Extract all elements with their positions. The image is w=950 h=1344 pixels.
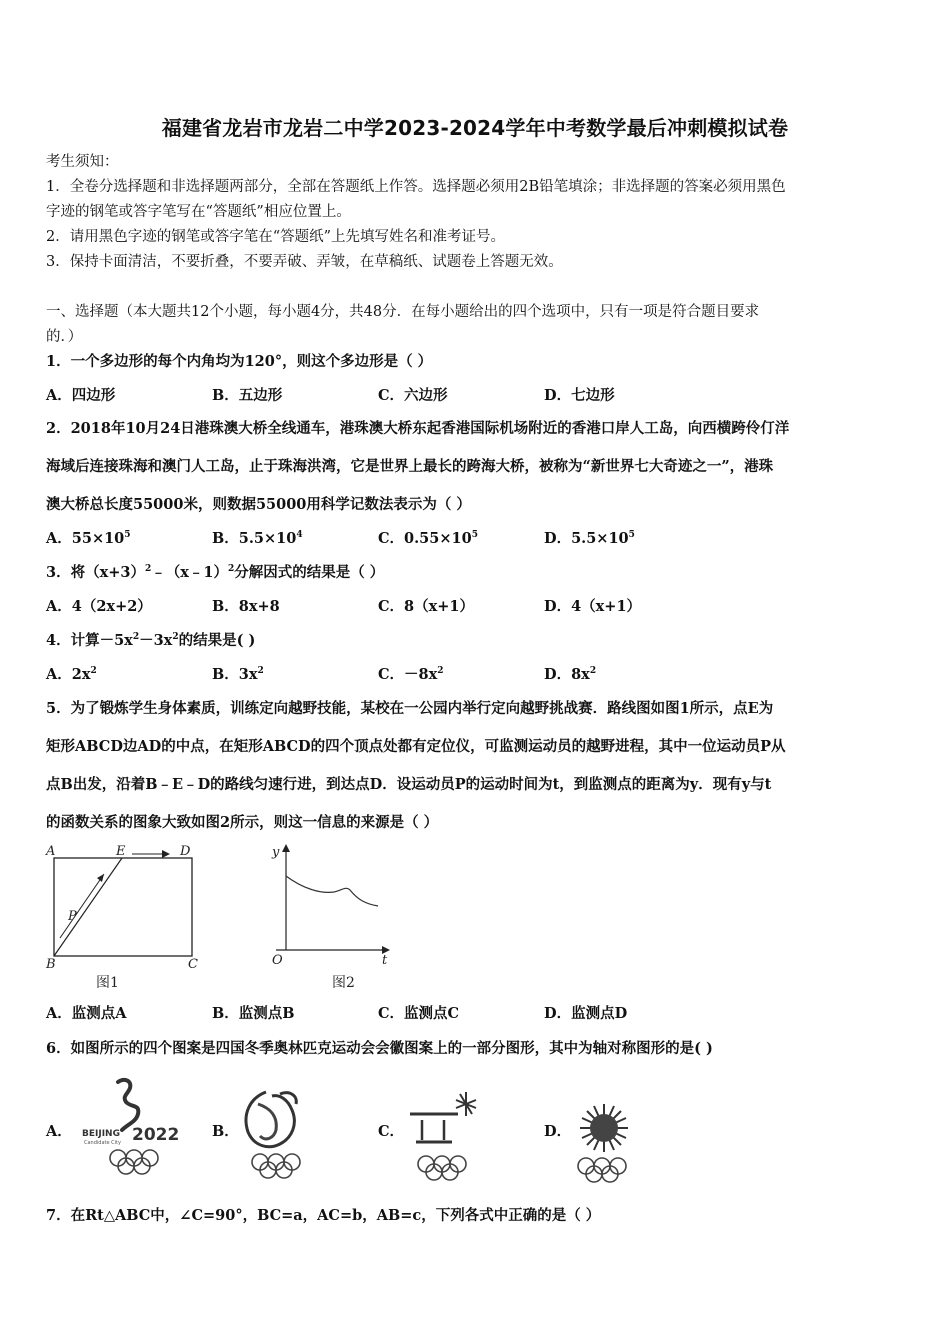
q3-stem: 3．将$(x+3)^2﹣(x﹣1)^2$分解因式的结果是（ ） [46, 564, 385, 581]
year-text: 2022 [132, 1125, 180, 1145]
arrow-head [162, 850, 170, 858]
figure-1-caption: 图1 [96, 975, 119, 991]
section-heading: 一、选择题（本大题共12个小题，每小题4分，共48分．在每小题给出的四个选项中，只有一项是符合题目要求 [46, 304, 760, 320]
q4-stem: 4．计算$-5x^2-3x^2$的结果是( ) [46, 632, 256, 649]
q2-option-a[interactable]: A．$55\times 10^5$ [46, 530, 131, 547]
figure-2-caption: 图2 [332, 975, 355, 991]
label-a: A [46, 844, 56, 859]
crystal-core [590, 1114, 618, 1142]
bird-wing [258, 1104, 276, 1139]
q6-stem: 6．如图所示的四个图案是四国冬季奥林匹克运动会会徽图案上的一部分图形，其中为轴对称图形的是( ) [46, 1040, 713, 1057]
page-title: 福建省龙岩市龙岩二中学2023-2024学年中考数学最后冲刺模拟试卷 [161, 116, 789, 140]
q7-stem: 7．在Rt△ABC中，∠C=90°，BC=a，AC=b，AB=c，下列各式中正确的是（ ） [46, 1207, 601, 1224]
q2-stem-line: 海域后连接珠海和澳门人工岛，止于珠海洪湾，它是世界上最长的跨海大桥，被称为“新世界七大奇迹之一”，港珠 [46, 458, 774, 475]
q6-option-d[interactable]: D． [544, 1123, 572, 1140]
q5-option-a[interactable]: A．监测点A [46, 1005, 127, 1022]
label-d: D [180, 844, 191, 859]
figure-2-graph [262, 840, 402, 970]
q4-option-d[interactable]: D．$8x^2$ [544, 666, 597, 683]
function-curve [286, 876, 378, 906]
path-be [54, 858, 122, 956]
arrow-head [97, 874, 104, 882]
q1-option-a[interactable]: A．四边形 [46, 387, 116, 404]
logo-a-beijing-2022 [78, 1074, 188, 1178]
label-o: O [272, 953, 283, 968]
q3-option-b[interactable]: B．8x+8 [212, 598, 280, 615]
beijing-text: BEIJING [82, 1129, 120, 1139]
q4-option-b[interactable]: B．$3x^2$ [212, 666, 264, 683]
y-axis-arrow [282, 844, 290, 852]
q2-stem-line: 2．2018年10月24日港珠澳大桥全线通车，港珠澳大桥东起香港国际机场附近的香港口岸人工岛，向西横跨伶仃洋 [46, 420, 790, 437]
label-t: t [382, 953, 388, 968]
q2-option-c[interactable]: C．$0.55\times 10^5$ [378, 530, 478, 547]
logo-c-torii-star [400, 1088, 490, 1184]
direction-arrow [60, 874, 104, 938]
notice-item: 1．全卷分选择题和非选择题两部分，全部在答题纸上作答。选择题必须用2B铅笔填涂；非选择题的答案必须用黑色 [46, 179, 786, 195]
notice-item: 2．请用黑色字迹的钢笔或答字笔在“答题纸”上先填写姓名和准考证号。 [46, 229, 506, 245]
star-icon [456, 1092, 476, 1116]
label-c: C [188, 957, 198, 970]
q3-option-c[interactable]: C．8（x+1） [378, 598, 475, 615]
q5-stem-line: 的函数关系的图象大致如图2所示，则这一信息的来源是（ ） [46, 814, 439, 831]
q3-option-d[interactable]: D．4（x+1） [544, 598, 642, 615]
olympic-rings [578, 1158, 626, 1182]
notice-heading: 考生须知： [46, 154, 119, 170]
logo-b-flame-bird [236, 1086, 316, 1182]
notice-item: 字迹的钢笔或答字笔写在“答题纸”相应位置上。 [46, 204, 351, 220]
q6-option-c[interactable]: C． [378, 1123, 405, 1140]
q1-option-d[interactable]: D．七边形 [544, 387, 615, 404]
section-heading-cont: 的．） [46, 329, 83, 345]
label-y: y [272, 845, 280, 860]
q4-option-c[interactable]: C．$-8x^2$ [378, 666, 444, 683]
label-b: B [46, 957, 56, 970]
q5-option-c[interactable]: C．监测点C [378, 1005, 460, 1022]
q2-option-b[interactable]: B．$5.5\times 10^4$ [212, 530, 303, 547]
logo-d-snow-crystal [568, 1098, 648, 1184]
q1-option-c[interactable]: C．六边形 [378, 387, 448, 404]
q4-option-a[interactable]: A．$2x^2$ [46, 666, 97, 683]
q5-option-b[interactable]: B．监测点B [212, 1005, 295, 1022]
notice-item: 3．保持卡面清洁，不要折叠，不要弄破、弄皱，在草稿纸、试题卷上答题无效。 [46, 254, 563, 270]
q5-stem-line: 矩形ABCD边AD的中点，在矩形ABCD的四个顶点处都有定位仪，可监测运动员的越野进程，其中一位运动员P从 [46, 738, 786, 755]
q5-stem-line: 点B出发，沿着B﹣E﹣D的路线匀速行进，到达点D．设运动员P的运动时间为t，到监测点的距离为y．现有y与t [46, 776, 772, 793]
q1-stem: 1．一个多边形的每个内角均为120°，则这个多边形是（ ） [46, 353, 433, 370]
q2-stem-line: 澳大桥总长度55000米，则数据55000用科学记数法表示为（ ） [46, 496, 471, 513]
q6-option-b[interactable]: B． [212, 1123, 239, 1140]
ribbon-mark [118, 1080, 138, 1130]
olympic-rings [110, 1150, 158, 1174]
q6-option-a[interactable]: A． [46, 1123, 72, 1140]
q5-stem-line: 5．为了锻炼学生身体素质，训练定向越野技能，某校在一公园内举行定向越野挑战赛．路线图如图1所示，点E为 [46, 700, 774, 717]
label-p: P [68, 909, 77, 924]
q1-option-b[interactable]: B．五边形 [212, 387, 283, 404]
olympic-rings [252, 1154, 300, 1178]
q5-option-d[interactable]: D．监测点D [544, 1005, 628, 1022]
candidate-city-text: Candidate City [84, 1140, 121, 1146]
label-e: E [116, 844, 126, 859]
olympic-rings [418, 1156, 466, 1180]
rect-abcd [54, 858, 192, 956]
q2-option-d[interactable]: D．$5.5\times 10^5$ [544, 530, 635, 547]
figure-1-rectangle [42, 840, 212, 970]
q3-option-a[interactable]: A．4（2x+2） [46, 598, 152, 615]
